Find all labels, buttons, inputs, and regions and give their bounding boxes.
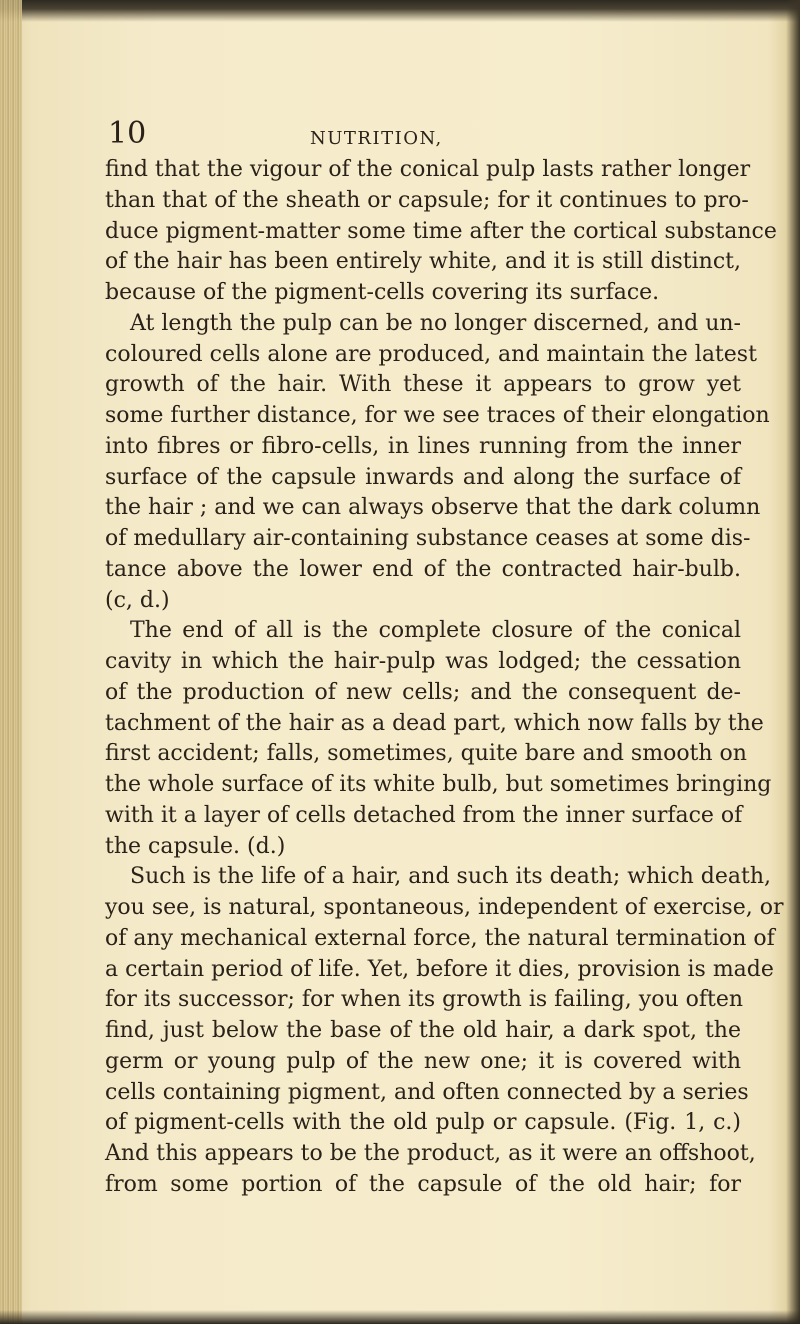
running-head: NUTRITION,: [310, 128, 443, 149]
text-line: of pigment-cells with the old pulp or capsule. (Fig. 1, c.): [105, 1110, 741, 1136]
text-line: tance above the lower end of the contracted hair-bulb.: [105, 556, 741, 582]
text-line: the capsule. (d.): [105, 833, 286, 859]
text-line: into fibres or fibro-cells, in lines running from the inner: [105, 433, 741, 459]
text-line: first accident; falls, sometimes, quite bare and smooth on: [105, 741, 747, 767]
text-line: you see, is natural, spontaneous, independent of exercise, or: [105, 895, 784, 920]
text-line: find that the vigour of the conical pulp lasts rather longer: [105, 157, 751, 182]
text-line: because of the pigment-cells covering its surface.: [105, 280, 660, 305]
binding-edge: [0, 0, 22, 1324]
text-line: The end of all is the complete closure of the conical: [130, 618, 741, 644]
text-line: surface of the capsule inwards and along the surface of: [105, 464, 741, 490]
text-line: tachment of the hair as a dead part, which now falls by the: [105, 710, 764, 736]
page-number: 10: [108, 116, 147, 151]
text-line: with it a layer of cells detached from the inner surface of: [105, 802, 743, 828]
right-page-edge: [786, 0, 800, 1324]
text-line: the hair ; and we can always observe that the dark column: [105, 495, 761, 521]
text-line: some further distance, for we see traces of their elongation: [105, 403, 770, 428]
text-line: And this appears to be the product, as it were an offshoot,: [105, 1141, 756, 1166]
text-line: cells containing pigment, and often connected by a series: [105, 1079, 749, 1105]
text-line: growth of the hair. With these it appears to grow yet: [105, 372, 741, 398]
text-line: of the hair has been entirely white, and it is still distinct,: [105, 249, 741, 275]
bottom-page-shadow: [0, 1310, 800, 1324]
text-line: of medullary air-containing substance ceases at some dis-: [105, 526, 751, 551]
top-page-shadow: [0, 0, 800, 22]
text-line: find, just below the base of the old hair, a dark spot, the: [105, 1018, 741, 1043]
text-line: duce pigment-matter some time after the cortical substance: [105, 218, 777, 244]
text-line: of any mechanical external force, the natural termination of: [105, 925, 775, 951]
text-line: of the production of new cells; and the consequent de-: [105, 679, 741, 705]
text-line: cavity in which the hair-pulp was lodged; the cessation: [105, 649, 741, 674]
text-line: the whole surface of its white bulb, but sometimes bringing: [105, 772, 772, 797]
text-line: from some portion of the capsule of the old hair; for: [105, 1171, 741, 1197]
text-line: for its successor; for when its growth is failing, you often: [105, 987, 744, 1013]
text-line: germ or young pulp of the new one; it is covered with: [105, 1048, 741, 1074]
text-line: At length the pulp can be no longer discerned, and un-: [130, 310, 741, 336]
text-line: Such is the life of a hair, and such its death; which death,: [130, 864, 772, 890]
text-line: than that of the sheath or capsule; for it continues to pro-: [105, 187, 749, 213]
text-line: a certain period of life. Yet, before it dies, provision is made: [105, 956, 774, 982]
text-line: (c, d.): [105, 587, 170, 613]
body-text: [105, 155, 784, 1201]
text-line: coloured cells alone are produced, and maintain the latest: [105, 341, 757, 367]
